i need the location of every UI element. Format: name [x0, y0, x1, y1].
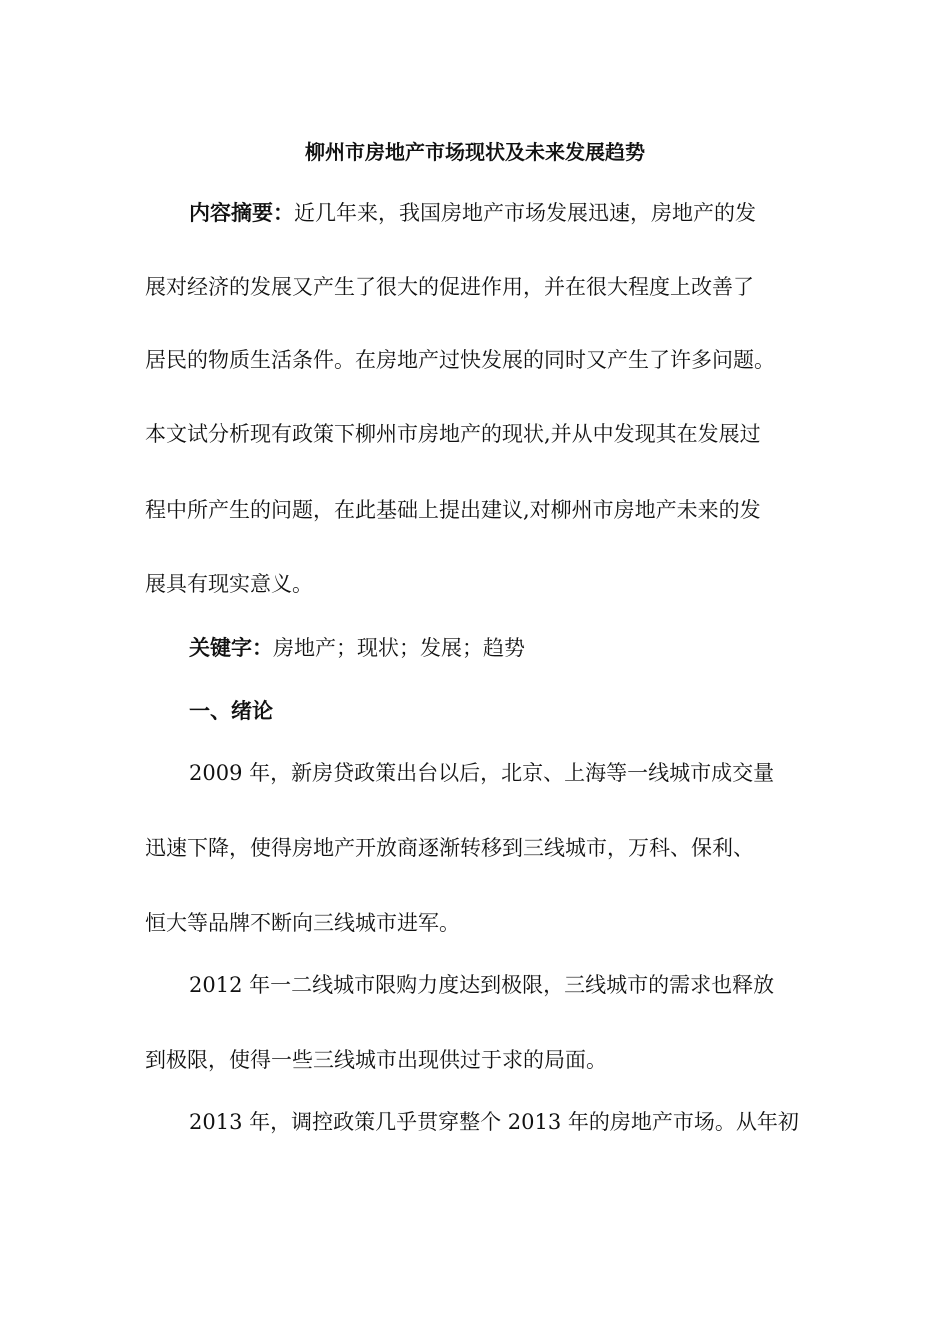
keywords-text: 房地产；现状；发展；趋势: [273, 636, 525, 660]
abstract-line-5: 程中所产生的问题，在此基础上提出建议,对柳州市房地产未来的发: [145, 498, 761, 522]
paragraph-3-line-1: 2013 年，调控政策几乎贯穿整个 2013 年的房地产市场。从年初: [189, 1110, 799, 1134]
abstract-text: 近几年来，我国房地产市场发展迅速，房地产的发: [294, 201, 756, 225]
abstract-line-2: 展对经济的发展又产生了很大的促进作用，并在很大程度上改善了: [145, 275, 754, 299]
abstract-line-6: 展具有现实意义。: [145, 572, 313, 596]
keywords-label: 关键字：: [189, 635, 273, 660]
paragraph-1-line-3: 恒大等品牌不断向三线城市进军。: [145, 911, 460, 935]
paragraph-1-line-1: 2009 年，新房贷政策出台以后，北京、上海等一线城市成交量: [189, 761, 775, 785]
keywords-line: [189, 632, 525, 664]
paragraph-2-line-1: 2012 年一二线城市限购力度达到极限，三线城市的需求也释放: [189, 973, 775, 997]
abstract-line-4: 本文试分析现有政策下柳州市房地产的现状,并从中发现其在发展过: [145, 422, 761, 446]
abstract-line-3: 居民的物质生活条件。在房地产过快发展的同时又产生了许多问题。: [145, 348, 775, 372]
abstract-line-1: [189, 197, 756, 229]
document-title: 柳州市房地产市场现状及未来发展趋势: [305, 140, 645, 164]
paragraph-1-line-2: 迅速下降，使得房地产开放商逐渐转移到三线城市，万科、保利、: [145, 836, 754, 860]
paragraph-2-line-2: 到极限，使得一些三线城市出现供过于求的局面。: [145, 1048, 607, 1072]
section-heading: 一、绪论: [189, 698, 273, 723]
abstract-label: 内容摘要：: [189, 200, 294, 225]
